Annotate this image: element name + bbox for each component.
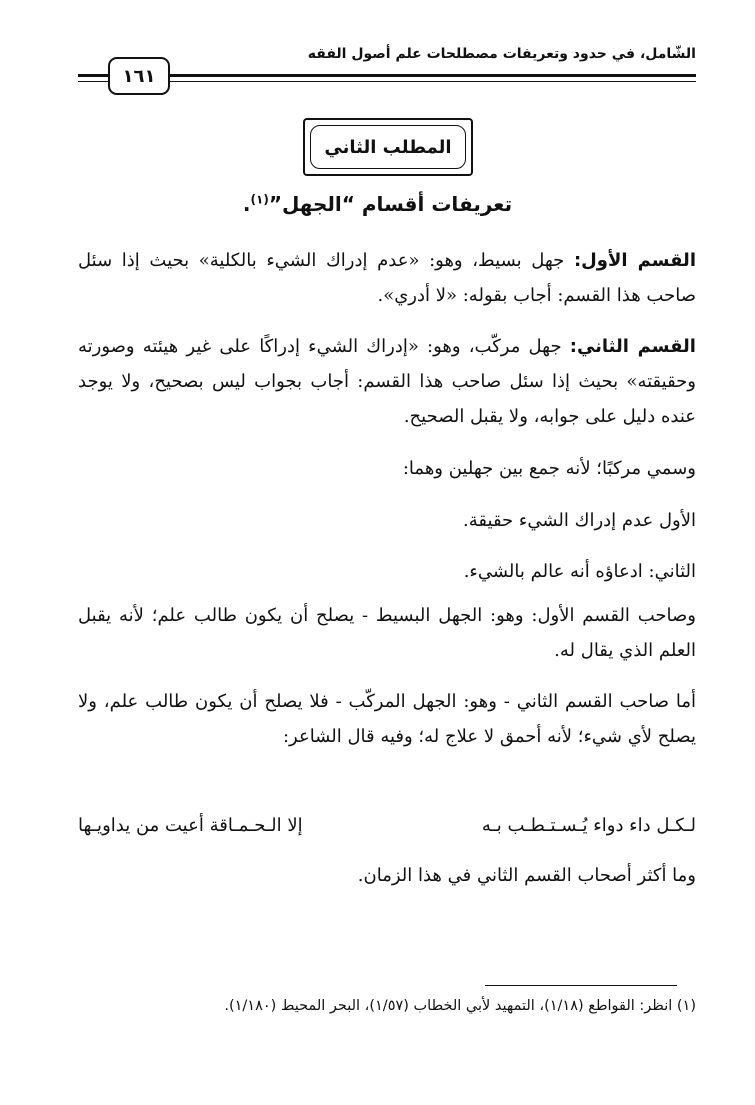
paragraph-first-ignorance: الأول عدم إدراك الشيء حقيقة. bbox=[463, 510, 696, 531]
poem-hemistich-first: لـكـل داء دواء يُـسـتـطـب بـه bbox=[481, 815, 696, 836]
subheading-text: تعريفات أقسام “الجهل” bbox=[268, 192, 513, 216]
page-header bbox=[78, 38, 696, 98]
running-title: الشّامل، في حدود وتعريفات مصطلحات علم أصول الفقه bbox=[307, 46, 696, 62]
footnote-marker: (١) bbox=[250, 192, 269, 207]
paragraph-text: جهل مركّب، وهو: «إدراك الشيء إدراكًا على غير هيئته وصورته وحقيقته» بحيث إذا سئل صاحب هذا القسم: أجاب بجواب ليس بصحيح، ولا يوجد عنده دليل على جوابه، ولا يقبل الصحيح. bbox=[78, 336, 696, 427]
paragraph-closing: وما أكثر أصحاب القسم الثاني في هذا الزمان. bbox=[357, 865, 696, 886]
paragraph-label: القسم الثاني: bbox=[569, 336, 696, 357]
subheading: تعريفات أقسام “الجهل”$^{(١)}$. bbox=[242, 192, 513, 216]
paragraph-compound-reason: وسمي مركبًا؛ لأنه جمع بين جهلين وهما: bbox=[402, 458, 696, 479]
paragraph-first-division bbox=[78, 243, 696, 313]
header-rule-thin bbox=[78, 81, 696, 82]
paragraph-compound-holder: أما صاحب القسم الثاني - وهو: الجهل المركّب - فلا يصلح أن يكون طالب علم، ولا يصلح لأي شيء؛ لأنه أحمق لا علاج له؛ وفيه قال الشاعر: bbox=[78, 691, 696, 747]
footnote: (١) انظر: القواطع (١/١٨)، التمهيد لأبي الخطاب (١/٥٧)، البحر المحيط (١/١٨٠). bbox=[224, 998, 696, 1014]
poem-hemistich-second: إلا الـحـمـاقة أعيت من يداويـها bbox=[78, 815, 303, 836]
page-number: ١٦١ bbox=[108, 57, 170, 95]
paragraph-second-division bbox=[78, 329, 696, 434]
paragraph-label: القسم الأول: bbox=[573, 250, 696, 271]
footnote-rule bbox=[485, 985, 677, 986]
header-rule-thick bbox=[78, 74, 696, 77]
section-title-frame bbox=[303, 118, 473, 176]
section-title: المطلب الثاني bbox=[310, 125, 466, 169]
paragraph-simple-holder: وصاحب القسم الأول: وهو: الجهل البسيط - يصلح أن يكون طالب علم؛ لأنه يقبل العلم الذي يقال له. bbox=[78, 605, 696, 661]
poem-verse bbox=[78, 808, 696, 843]
paragraph-second-ignorance: الثاني: ادعاؤه أنه عالم بالشيء. bbox=[463, 561, 696, 582]
paragraph-text: جهل بسيط، وهو: «عدم إدراك الشيء بالكلية» بحيث إذا سئل صاحب هذا القسم: أجاب بقوله: «لا أدري». bbox=[78, 250, 696, 306]
